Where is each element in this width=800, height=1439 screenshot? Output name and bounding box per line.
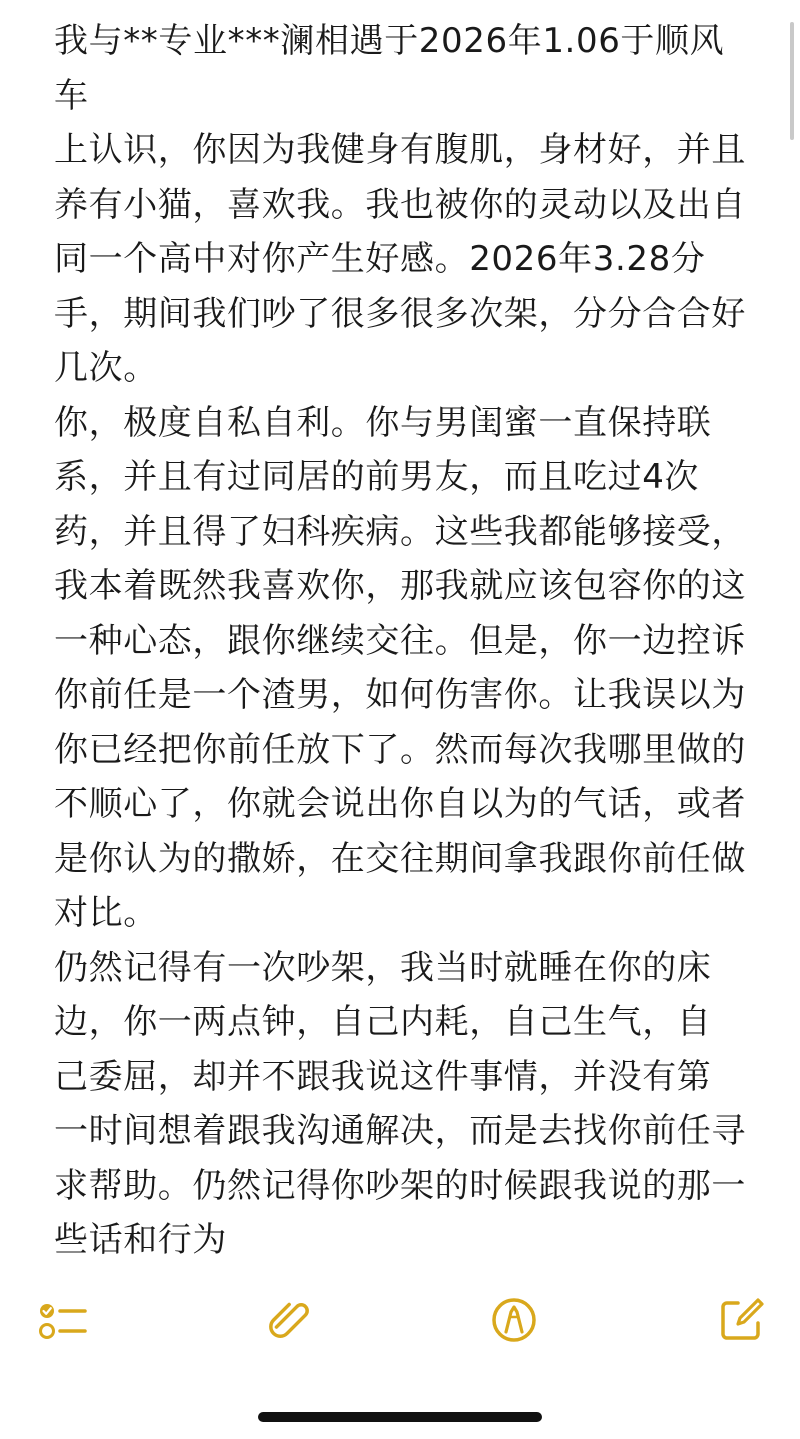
checklist-icon	[32, 1290, 92, 1350]
paperclip-icon	[262, 1290, 322, 1350]
attach-button[interactable]	[262, 1290, 322, 1350]
note-body[interactable]	[54, 14, 754, 1268]
note-paragraph: 仍然记得有一次吵架，我当时就睡在你的床 边，你一两点钟，自己内耗，自己生气，自 己委屈，却并不跟我说这件事情，并没有第 一时间想着跟我沟通解决，而是去找你前任寻 求帮助。仍然记得你吵架的时候跟我说的那一 些话和行为	[54, 947, 746, 1260]
markup-pen-icon	[484, 1290, 544, 1350]
home-indicator[interactable]	[258, 1412, 542, 1422]
bottom-toolbar	[0, 1290, 800, 1360]
markup-button[interactable]	[484, 1290, 544, 1350]
compose-button[interactable]	[710, 1290, 770, 1350]
scroll-indicator[interactable]	[790, 22, 794, 140]
checklist-button[interactable]	[32, 1290, 92, 1350]
note-paragraph: 你，极度自私自利。你与男闺蜜一直保持联 系，并且有过同居的前男友，而且吃过4次 药，并且得了妇科疾病。这些我都能够接受， 我本着既然我喜欢你，那我就应该包容你的这 一种心态，跟你继续交往。但是，你一边控诉 你前任是一个渣男，如何伤害你。让我误以为 你已经把你前任放下了。然而每次我哪里做的 不顺心了，你就会说出你自以为的气话，或者 是你认为的撒娇，在交往期间拿我跟你前任做 对比。	[54, 402, 746, 933]
note-paragraph: 我与**专业***澜相遇于2026年1.06于顺风车 上认识，你因为我健身有腹肌，身材好，并且 养有小猫，喜欢我。我也被你的灵动以及出自 同一个高中对你产生好感。2026年3.28分 手，期间我们吵了很多很多次架，分分合合好 几次。	[54, 21, 746, 388]
compose-icon	[710, 1290, 770, 1350]
